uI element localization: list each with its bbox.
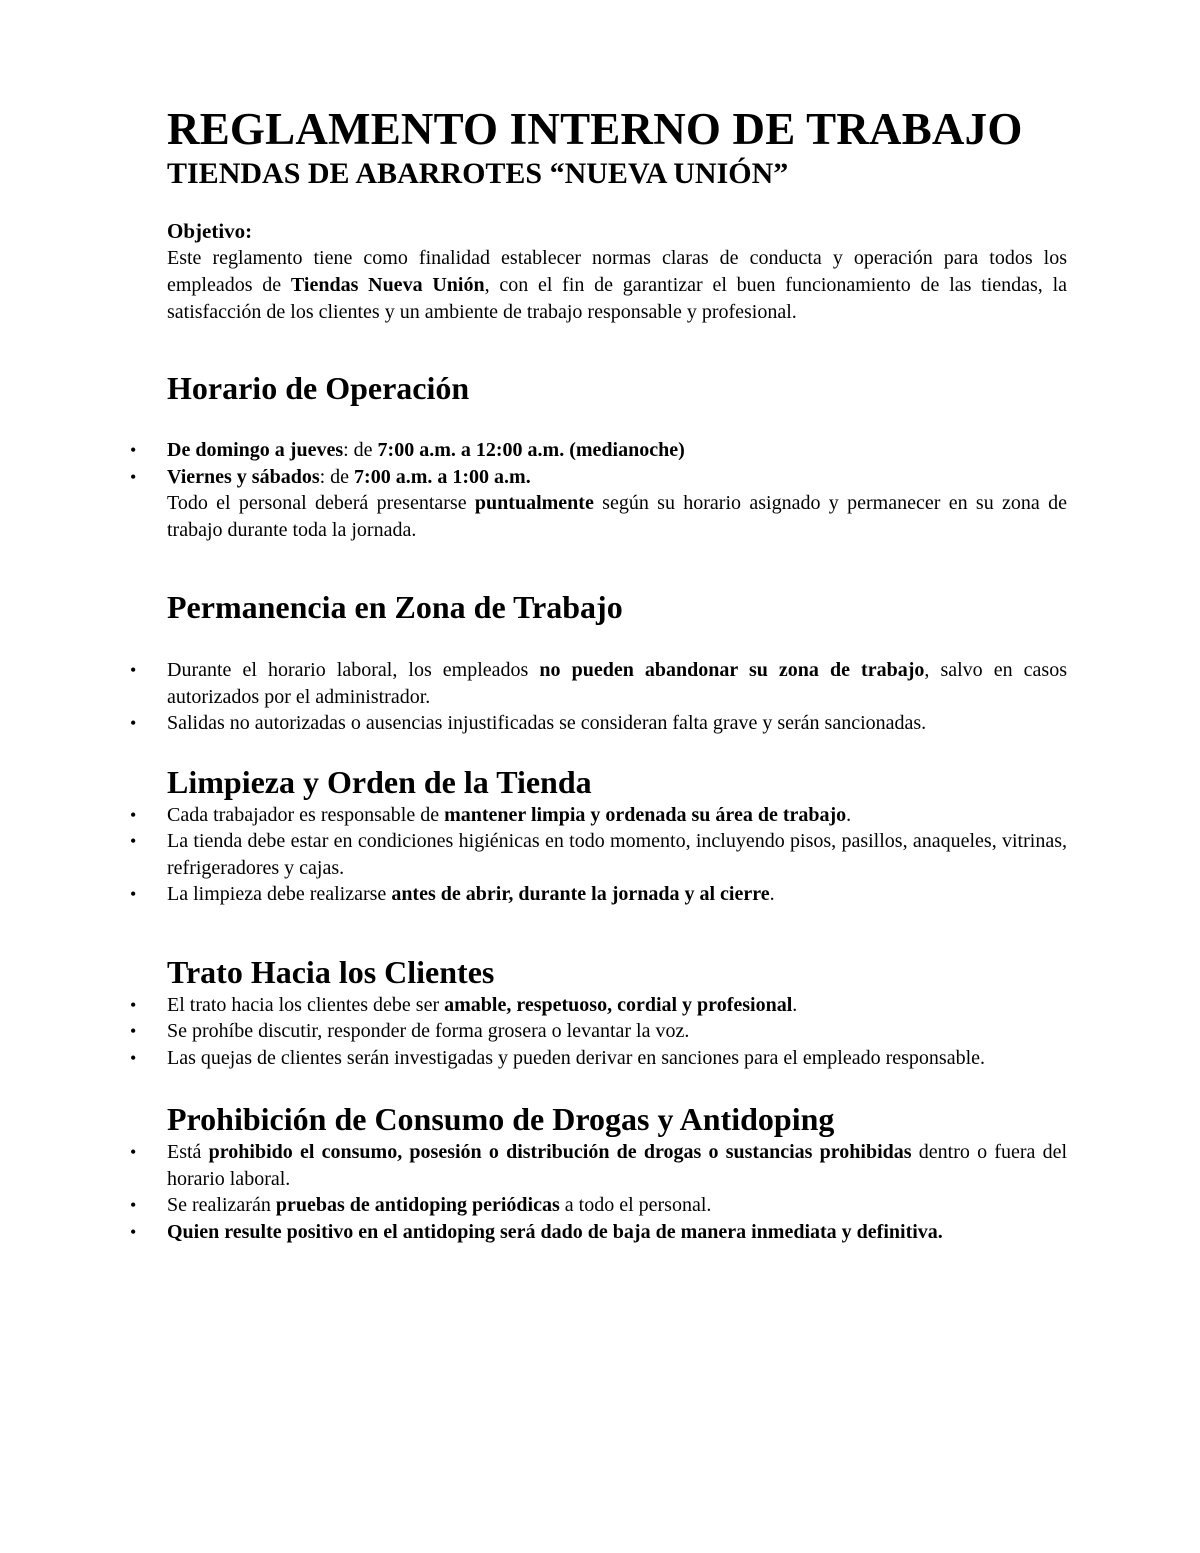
list-item: • Está prohibido el consumo, posesión o distribución de drogas o sustancias prohibidas dentro o fuera del horario laboral. — [130, 1141, 1068, 1190]
bullet-icon: • — [130, 1221, 137, 1242]
list-item: • La tienda debe estar en condiciones higiénicas en todo momento, incluyendo pisos, pasillos, anaqueles, vitrinas, refrigeradores y cajas. — [130, 830, 1067, 879]
list-item: • De domingo a jueves: de 7:00 a.m. a 12:00 a.m. (medianoche) — [167, 437, 1067, 464]
trato-list — [130, 992, 1067, 1072]
section-heading-limpieza: Limpieza y Orden de la Tienda — [167, 763, 592, 800]
list-item: • Durante el horario laboral, los empleados no pueden abandonar su zona de trabajo, salvo en casos autorizados por el administrador. — [130, 659, 1067, 708]
bullet-icon: • — [130, 1195, 137, 1215]
section-heading-trato: Trato Hacia los Clientes — [167, 953, 495, 990]
bullet-icon: • — [130, 804, 137, 825]
list-item: • Las quejas de clientes serán investigadas y pueden derivar en sanciones para el empleado responsable. — [167, 1045, 1067, 1072]
list-item: • Se realizarán pruebas de antidoping periódicas a todo el personal. — [167, 1192, 1067, 1219]
list-item: • Se prohíbe discutir, responder de forma grosera o levantar la voz. — [167, 1018, 1067, 1045]
document-subtitle: TIENDAS DE ABARROTES “NUEVA UNIÓN” — [167, 157, 789, 190]
horario-list — [130, 437, 1068, 543]
list-item: • Cada trabajador es responsable de mantener limpia y ordenada su área de trabajo. — [167, 802, 1067, 829]
limpieza-list — [130, 802, 1067, 908]
drogas-list — [130, 1139, 1068, 1245]
section-heading-drogas: Prohibición de Consumo de Drogas y Antidoping — [167, 1101, 835, 1137]
list-item: • Viernes y sábados: de 7:00 a.m. a 1:00 a.m. Todo el personal deberá presentarse puntualmente según su horario asignado y permanecer en su zona de trabajo durante toda la jornada. — [130, 465, 1068, 541]
objective-paragraph: Este reglamento tiene como finalidad establecer normas claras de conducta y operación para todos los empleados de Tiendas Nueva Unión, con el fin de garantizar el buen funcionamiento de las tiendas, la satisfacción de los clientes y un ambiente de trabajo responsable y profesional. — [167, 247, 1067, 323]
bullet-icon: • — [130, 1142, 137, 1162]
section-heading-horario: Horario de Operación — [167, 370, 470, 406]
bullet-icon: • — [130, 713, 137, 733]
bullet-icon: • — [130, 466, 137, 487]
bullet-icon: • — [130, 440, 137, 460]
bullet-icon: • — [130, 1021, 137, 1041]
bullet-icon: • — [130, 660, 137, 680]
bullet-icon: • — [130, 994, 137, 1015]
permanencia-list — [130, 657, 1067, 737]
list-item: • Salidas no autorizadas o ausencias injustificadas se consideran falta grave y serán sancionadas. — [167, 710, 1067, 737]
document-title: REGLAMENTO INTERNO DE TRABAJO — [167, 104, 1023, 154]
objective-label: Objetivo: — [167, 219, 253, 243]
list-item: • Quien resulte positivo en el antidoping será dado de baja de manera inmediata y definitiva. — [167, 1219, 1067, 1246]
bullet-icon: • — [130, 884, 137, 904]
bullet-icon: • — [130, 1047, 137, 1068]
section-heading-permanencia: Permanencia en Zona de Trabajo — [167, 589, 623, 625]
list-item: • El trato hacia los clientes debe ser amable, respetuoso, cordial y profesional. — [167, 992, 1067, 1019]
document-body — [130, 102, 1068, 1245]
bullet-icon: • — [130, 831, 137, 851]
list-item: • La limpieza debe realizarse antes de abrir, durante la jornada y al cierre. — [167, 881, 1067, 908]
